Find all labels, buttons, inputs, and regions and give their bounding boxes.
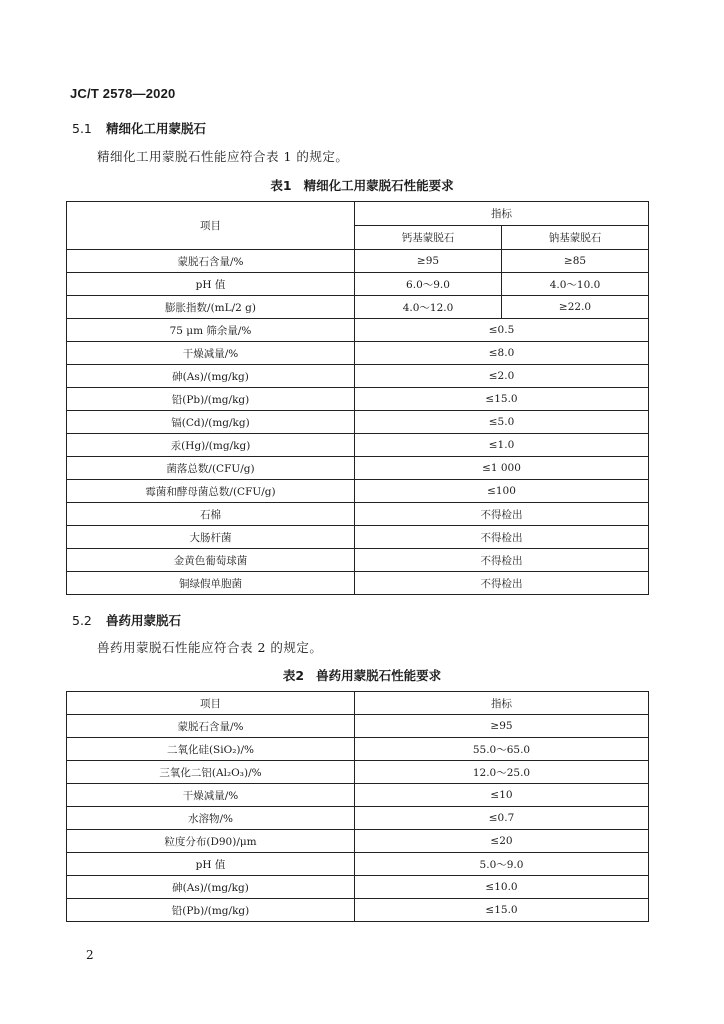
cell-value: ≤20 <box>355 830 649 853</box>
cell-value: 不得检出 <box>355 549 649 572</box>
cell-item: 粒度分布(D90)/μm <box>67 830 355 853</box>
cell-item: 膨胀指数/(mL/2 g) <box>67 296 355 319</box>
section-heading-5-2 <box>72 611 181 629</box>
table-row <box>67 715 649 738</box>
table-row <box>67 296 649 319</box>
cell-calcium: 4.0～12.0 <box>355 296 502 319</box>
cell-value: ≤10 <box>355 784 649 807</box>
table-row <box>67 899 649 922</box>
cell-item: 砷(As)/(mg/kg) <box>67 876 355 899</box>
section-paragraph-5-1: 精细化工用蒙脱石性能应符合表 1 的规定。 <box>97 149 349 164</box>
cell-value: 12.0～25.0 <box>355 761 649 784</box>
cell-item: 蒙脱石含量/% <box>67 715 355 738</box>
table-row <box>67 784 649 807</box>
table-1 <box>66 201 649 595</box>
cell-item: 霉菌和酵母菌总数/(CFU/g) <box>67 480 355 503</box>
cell-calcium: 6.0～9.0 <box>355 273 502 296</box>
cell-value: 55.0～65.0 <box>355 738 649 761</box>
cell-item: pH 值 <box>67 853 355 876</box>
table-row <box>67 549 649 572</box>
table-row <box>67 273 649 296</box>
cell-item: 金黄色葡萄球菌 <box>67 549 355 572</box>
table-row <box>67 342 649 365</box>
col-header-sodium: 钠基蒙脱石 <box>502 226 649 250</box>
table-caption-2 <box>0 666 724 684</box>
cell-item: 铜绿假单胞菌 <box>67 572 355 595</box>
cell-item: 三氧化二铝(Al₂O₃)/% <box>67 761 355 784</box>
table-row <box>67 388 649 411</box>
table-row <box>67 434 649 457</box>
cell-item: 水溶物/% <box>67 807 355 830</box>
table-header-row <box>67 202 649 226</box>
table-row <box>67 853 649 876</box>
cell-value: ≤10.0 <box>355 876 649 899</box>
cell-item: 二氧化硅(SiO₂)/% <box>67 738 355 761</box>
table-row <box>67 319 649 342</box>
cell-sodium: ≥85 <box>502 250 649 273</box>
cell-sodium: ≥22.0 <box>502 296 649 319</box>
cell-item: 铅(Pb)/(mg/kg) <box>67 388 355 411</box>
cell-value: ≤0.5 <box>355 319 649 342</box>
table-row <box>67 250 649 273</box>
table-caption-label: 表2 <box>282 668 305 683</box>
cell-value: ≤5.0 <box>355 411 649 434</box>
cell-calcium: ≥95 <box>355 250 502 273</box>
section-number: 5.1 <box>72 121 92 136</box>
section-title: 精细化工用蒙脱石 <box>105 121 206 136</box>
cell-item: 石棉 <box>67 503 355 526</box>
table-row <box>67 411 649 434</box>
cell-value: ≤0.7 <box>355 807 649 830</box>
cell-value: 不得检出 <box>355 503 649 526</box>
table-row <box>67 761 649 784</box>
cell-value: ≤8.0 <box>355 342 649 365</box>
table-row <box>67 480 649 503</box>
section-title: 兽药用蒙脱石 <box>105 613 181 628</box>
cell-item: 大肠杆菌 <box>67 526 355 549</box>
table-row <box>67 876 649 899</box>
cell-value: ≤2.0 <box>355 365 649 388</box>
table-caption-title: 精细化工用蒙脱石性能要求 <box>303 178 454 193</box>
table-row <box>67 503 649 526</box>
section-paragraph-5-2: 兽药用蒙脱石性能应符合表 2 的规定。 <box>97 640 323 655</box>
col-header-indicator: 指标 <box>355 692 649 715</box>
cell-item: 蒙脱石含量/% <box>67 250 355 273</box>
col-header-item: 项目 <box>67 202 355 250</box>
table-row <box>67 830 649 853</box>
standard-code: JC/T 2578—2020 <box>70 86 176 101</box>
table-row <box>67 738 649 761</box>
cell-item: 砷(As)/(mg/kg) <box>67 365 355 388</box>
cell-value: 不得检出 <box>355 572 649 595</box>
section-heading-5-1 <box>72 119 206 137</box>
table-2 <box>66 691 649 922</box>
col-header-indicator: 指标 <box>355 202 649 226</box>
cell-value: ≤15.0 <box>355 899 649 922</box>
cell-item: 75 μm 筛余量/% <box>67 319 355 342</box>
table-row <box>67 572 649 595</box>
cell-item: 干燥减量/% <box>67 342 355 365</box>
cell-item: 铅(Pb)/(mg/kg) <box>67 899 355 922</box>
cell-item: 汞(Hg)/(mg/kg) <box>67 434 355 457</box>
table-caption-title: 兽药用蒙脱石性能要求 <box>316 668 442 683</box>
cell-sodium: 4.0～10.0 <box>502 273 649 296</box>
cell-value: 不得检出 <box>355 526 649 549</box>
table-caption-label: 表1 <box>270 178 292 193</box>
cell-item: pH 值 <box>67 273 355 296</box>
cell-item: 菌落总数/(CFU/g) <box>67 457 355 480</box>
table-row <box>67 807 649 830</box>
cell-item: 干燥减量/% <box>67 784 355 807</box>
table-row <box>67 365 649 388</box>
cell-value: ≤100 <box>355 480 649 503</box>
cell-value: ≤1.0 <box>355 434 649 457</box>
cell-value: ≤1 000 <box>355 457 649 480</box>
table-caption-1 <box>0 176 724 194</box>
cell-item: 镉(Cd)/(mg/kg) <box>67 411 355 434</box>
col-header-item: 项目 <box>67 692 355 715</box>
table-header-row <box>67 692 649 715</box>
page-number: 2 <box>86 948 94 962</box>
table-row <box>67 457 649 480</box>
col-header-calcium: 钙基蒙脱石 <box>355 226 502 250</box>
cell-value: 5.0～9.0 <box>355 853 649 876</box>
cell-value: ≥95 <box>355 715 649 738</box>
table-row <box>67 526 649 549</box>
section-number: 5.2 <box>72 613 92 628</box>
cell-value: ≤15.0 <box>355 388 649 411</box>
